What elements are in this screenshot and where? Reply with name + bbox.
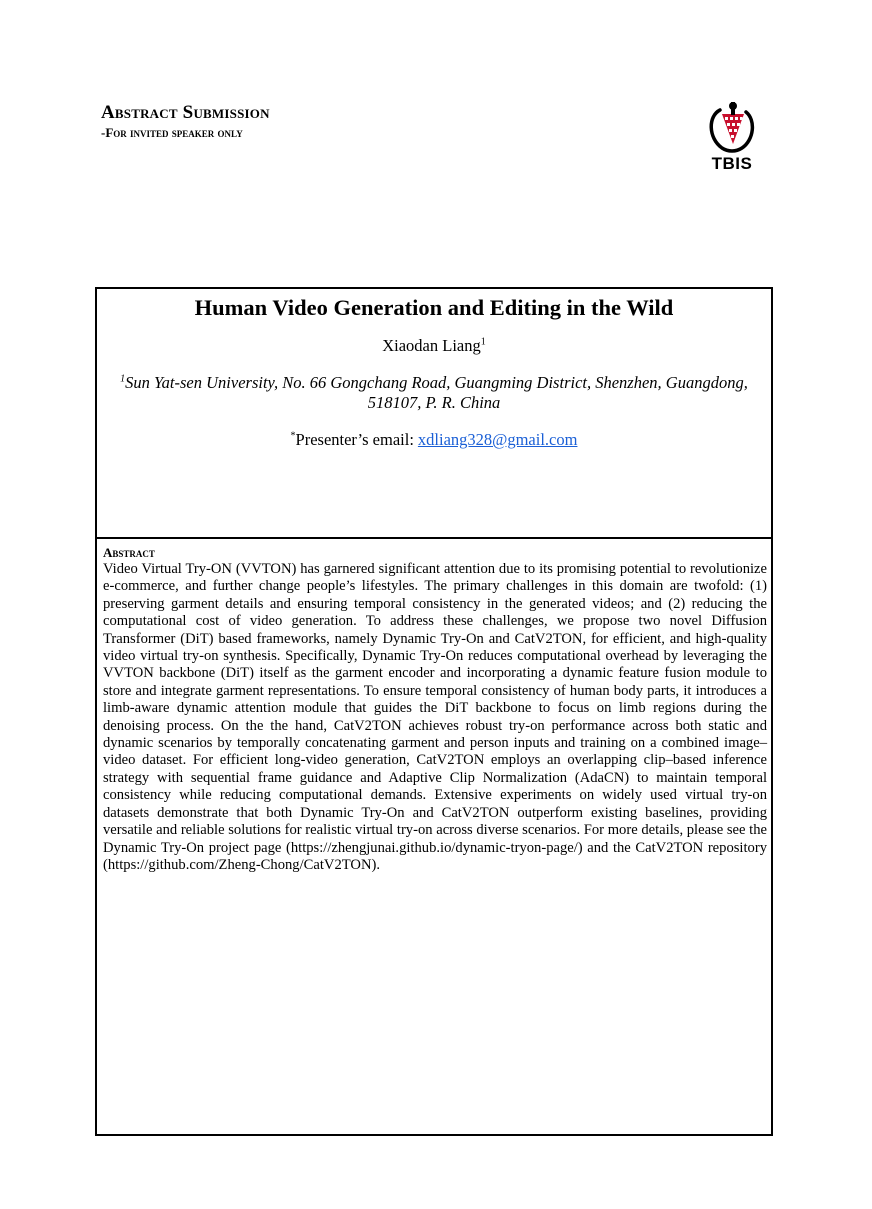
title-block <box>97 289 771 539</box>
author-name: Xiaodan Liang <box>382 336 481 355</box>
submission-subtitle: -For invited speaker only <box>101 125 243 140</box>
logo-text: TBIS <box>711 154 753 173</box>
affiliation-line <box>105 373 763 413</box>
tbis-logo-icon <box>700 100 764 154</box>
presenter-line <box>97 429 771 451</box>
affiliation-superscript: 1 <box>120 373 126 385</box>
paper-title: Human Video Generation and Editing in the Wild <box>194 295 674 320</box>
tbis-logo <box>700 100 764 176</box>
affiliation-text: Sun Yat-sen University, No. 66 Gongchang Road, Guangming District, Shenzhen, Guangdong, 518107, P. R. China <box>125 373 748 412</box>
presenter-email-link[interactable]: xdliang328@gmail.com <box>417 430 578 449</box>
presenter-label: Presenter’s email: <box>295 430 414 449</box>
author-line <box>97 335 771 357</box>
presenter-superscript: * <box>290 430 296 442</box>
abstract-frame <box>95 287 773 1136</box>
author-superscript: 1 <box>480 336 486 348</box>
submission-title: Abstract Submission <box>101 102 270 123</box>
abstract-heading: Abstract <box>103 545 155 560</box>
abstract-body: Video Virtual Try-ON (VVTON) has garnered significant attention due to its promising potential to revolutionize e-commerce, and further change people’s lifestyles. The primary challenges in this domain are twofold: (1) preserving garment details and ensuring temporal consistency in the generated videos; and (2) reducing the computational cost of video generation. To address these challenges, we propose two novel Diffusion Transformer (DiT) based frameworks, namely Dynamic Try-On and CatV2TON, for efficient, and high-quality video virtual try-on synthesis. Specifically, Dynamic Try-On reduces computational overhead by leveraging the VVTON backbone (DiT) itself as the garment encoder and incorporating a dynamic feature fusion module to store and integrate garment representations. To ensure temporal consistency of human body parts, it introduces a limb-aware dynamic attention module that guides the DiT backbone to focus on limb regions during the denoising process. On the the hand, CatV2TON achieves robust try-on performance across both static and dynamic scenarios by temporally concatenating garment and person inputs and training on a combined image–video dataset. For efficient long-video generation, CatV2TON employs an overlapping clip–based inference strategy with sequential frame guidance and Adaptive Clip Normalization (AdaCN) to maintain temporal consistency while reducing computational demands. Extensive experiments on widely used virtual try-on datasets demonstrate that both Dynamic Try-On and CatV2TON outperform existing baselines, providing versatile and reliable solutions for realistic virtual try-on across diverse scenarios. For more details, please see the Dynamic Try-On project page (https://zhengjunai.github.io/dynamic-tryon-page/) and the CatV2TON repository (https://github.com/Zheng-Chong/CatV2TON). <box>103 561 767 873</box>
